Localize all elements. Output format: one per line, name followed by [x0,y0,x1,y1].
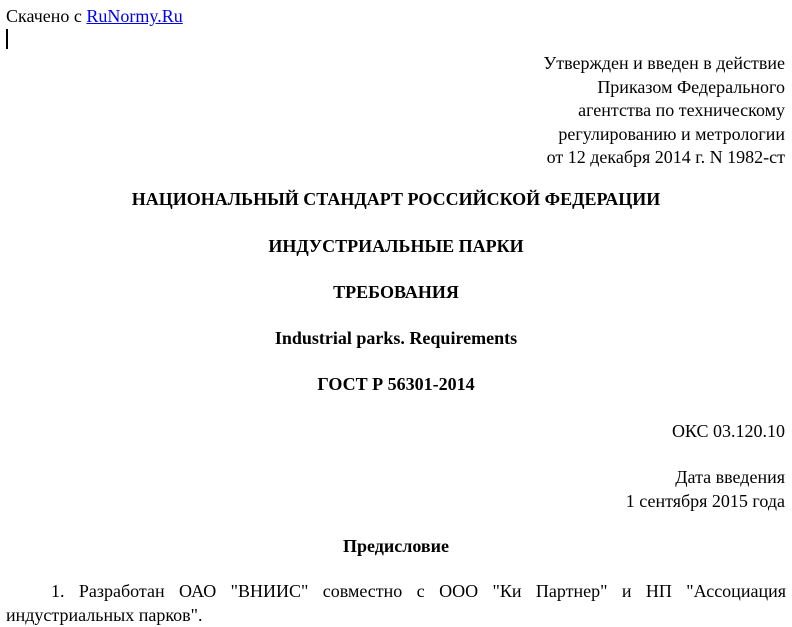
approval-block [543,52,785,170]
effective-date-block [626,466,785,513]
oks-code: ОКС 03.120.10 [672,420,785,444]
approval-line: от 12 декабря 2014 г. N 1982-ст [543,146,785,170]
foreword-heading: Предисловие [0,535,792,557]
effective-date-value: 1 сентября 2015 года [626,490,785,514]
effective-date-label: Дата введения [626,466,785,490]
standard-code-heading: ГОСТ Р 56301-2014 [0,373,792,395]
standard-type-heading: НАЦИОНАЛЬНЫЙ СТАНДАРТ РОССИЙСКОЙ ФЕДЕРАЦИИ [0,188,792,210]
foreword-item-1-line-1: 1. Разработан ОАО "ВНИИС" совместно с ООО "Ки Партнер" и НП "Ассоциация [6,580,786,604]
approval-line: Утвержден и введен в действие [543,52,785,76]
foreword-item-1 [6,580,786,627]
standard-subtitle-heading: ТРЕБОВАНИЯ [0,281,792,303]
foreword-item-1-line-2: индустриальных парков". [6,604,786,627]
approval-line: агентства по техническому [543,99,785,123]
runormy-link[interactable]: RuNormy.Ru [86,6,182,26]
approval-line: регулированию и метрологии [543,123,785,147]
source-line [6,5,183,27]
standard-name-heading: ИНДУСТРИАЛЬНЫЕ ПАРКИ [0,235,792,257]
approval-line: Приказом Федерального [543,76,785,100]
downloaded-prefix: Скачено с [6,6,82,26]
english-title-heading: Industrial parks. Requirements [0,327,792,349]
text-cursor [6,29,8,49]
